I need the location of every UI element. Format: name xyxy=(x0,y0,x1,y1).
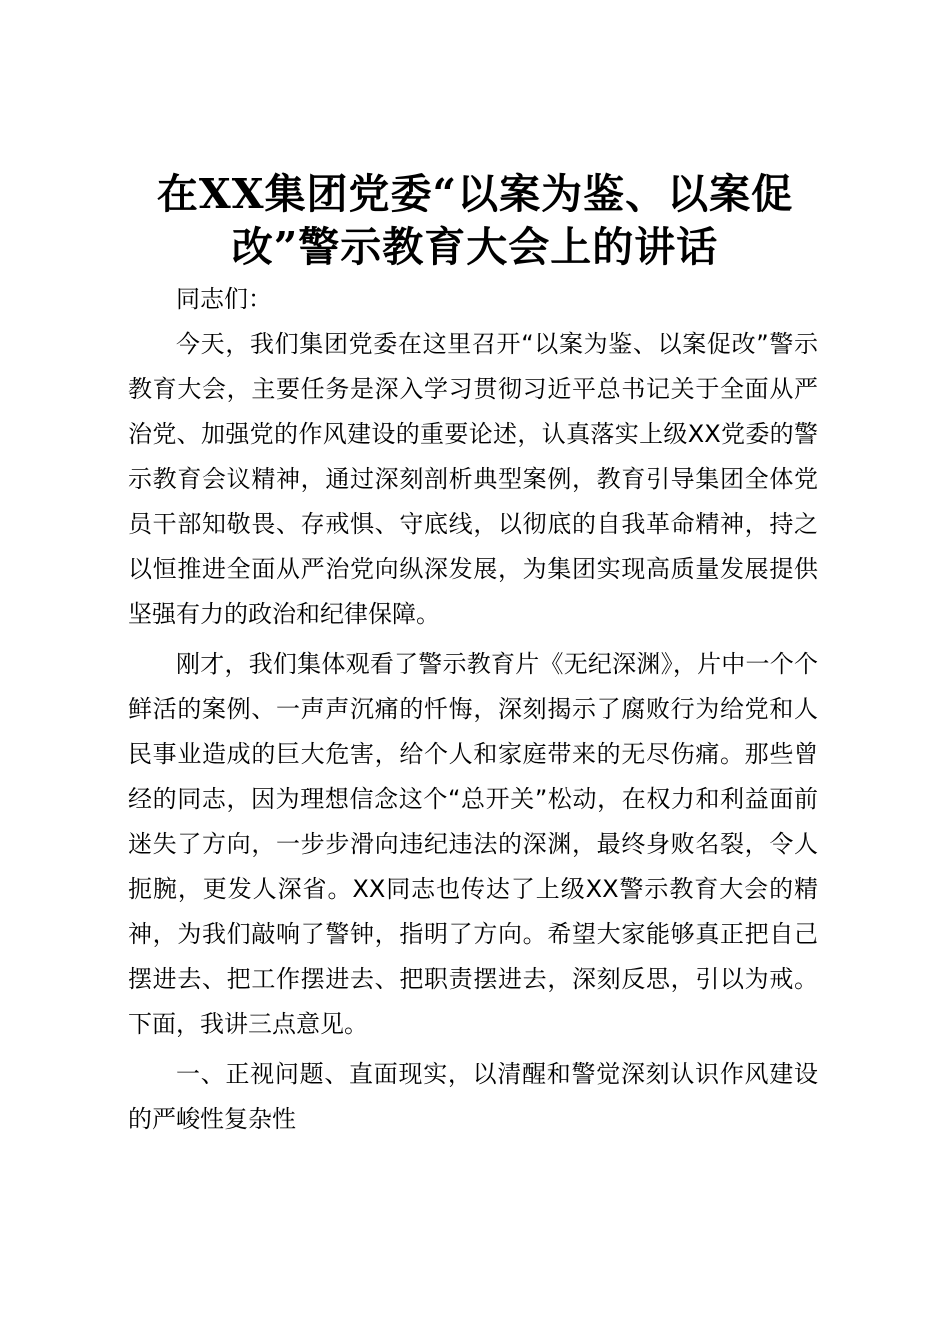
paragraph-warning-film: 刚才，我们集体观看了警示教育片《无纪深渊》，片中一个个鲜活的案例、一声声沉痛的忏悔，深刻揭示了腐败行为给党和人民事业造成的巨大危害，给个人和家庭带来的无尽伤痛。那些曾经的同志，因为理想信念这个“总开关”松动，在权力和利益面前迷失了方向，一步步滑向违纪违法的深渊，最终身败名裂，令人扼腕，更发人深省。XX同志也传达了上级XX警示教育大会的精神，为我们敲响了警钟，指明了方向。希望大家能够真正把自己摆进去、把工作摆进去、把职责摆进去，深刻反思，引以为戒。下面，我讲三点意见。 xyxy=(128,650,818,1038)
paragraph-intro: 今天，我们集团党委在这里召开“以案为鉴、以案促改”警示教育大会，主要任务是深入学习贯彻习近平总书记关于全面从严治党、加强党的作风建设的重要论述，认真落实上级XX党委的警示教育会议精神，通过深刻剖析典型案例，教育引导集团全体党员干部知敬畏、存戒惧、守底线，以彻底的自我革命精神，持之以恒推进全面从严治党向纵深发展，为集团实现高质量发展提供坚强有力的政治和纪律保障。 xyxy=(128,330,818,628)
document-body xyxy=(128,277,818,1142)
document-title: 在XX集团党委“以案为鉴、以案促改”警示教育大会上的讲话 xyxy=(156,170,794,271)
section-heading-1: 一、正视问题、直面现实，以清醒和警觉深刻认识作风建设的严峻性复杂性 xyxy=(128,1060,818,1133)
salutation: 同志们： xyxy=(176,285,272,313)
